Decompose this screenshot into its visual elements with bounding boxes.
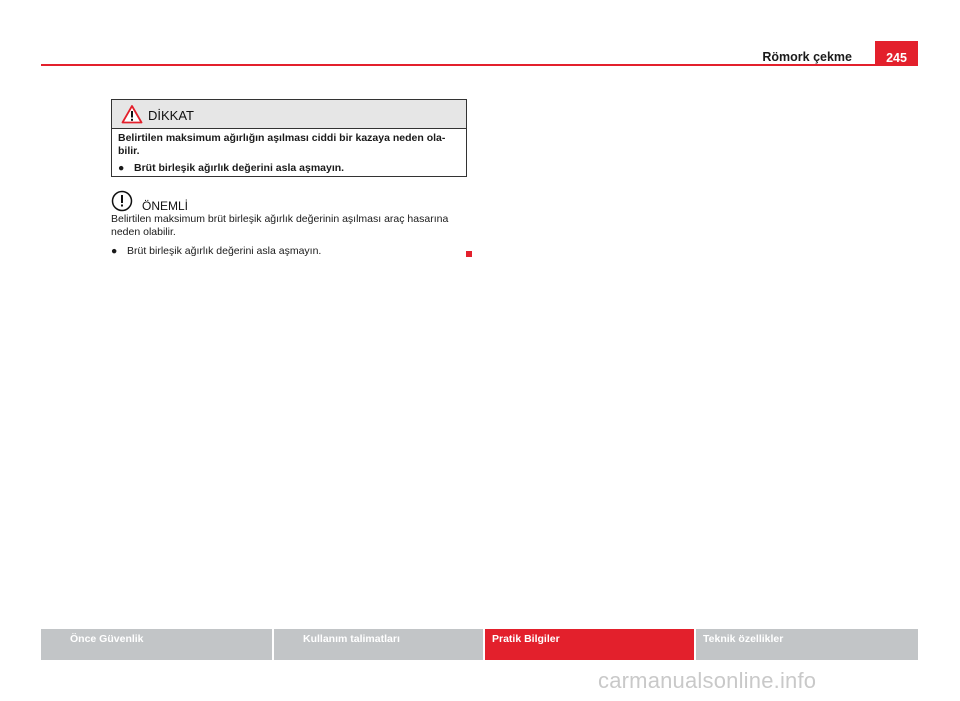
page-number-badge: 245 — [875, 41, 918, 66]
warning-header — [112, 100, 466, 129]
exclamation-circle-icon — [111, 190, 133, 212]
chapter-title: Römork çekme — [762, 50, 852, 64]
warning-body — [112, 129, 466, 175]
warning-title: DİKKAT — [148, 108, 194, 123]
note-body — [111, 213, 471, 257]
note-title: ÖNEMLİ — [142, 199, 189, 213]
note-text: Belirtilen maksimum brüt birleşik ağırlık değerinin aşılması araç hasarına neden olabilir. — [111, 213, 449, 238]
warning-bullet-item — [118, 162, 460, 175]
bullet-dot: ● — [111, 244, 118, 257]
warning-box — [111, 99, 467, 177]
footer-tab-technical-data[interactable]: Teknik özellikler — [694, 629, 918, 660]
bullet-dot: ● — [118, 162, 125, 174]
watermark: carmanualsonline.info — [598, 668, 817, 693]
warning-bullet-text: Brüt birleşik ağırlık değerini asla aşmayın. — [134, 162, 345, 174]
footer-tab-practical-info[interactable]: Pratik Bilgiler — [483, 629, 694, 660]
section-end-marker — [466, 251, 472, 257]
warning-text: Belirtilen maksimum ağırlığın aşılması ciddi bir kazaya neden ola-bilir. — [118, 132, 446, 157]
footer-navigation — [41, 629, 918, 660]
warning-triangle-icon — [121, 104, 143, 124]
footer-tab-safety[interactable]: Önce Güvenlik — [41, 629, 272, 660]
note-bullet-text: Brüt birleşik ağırlık değerini asla aşmayın. — [127, 244, 322, 257]
header-rule — [41, 64, 918, 66]
note-bullet-item — [111, 245, 471, 258]
footer-tab-operation[interactable]: Kullanım talimatları — [272, 629, 483, 660]
